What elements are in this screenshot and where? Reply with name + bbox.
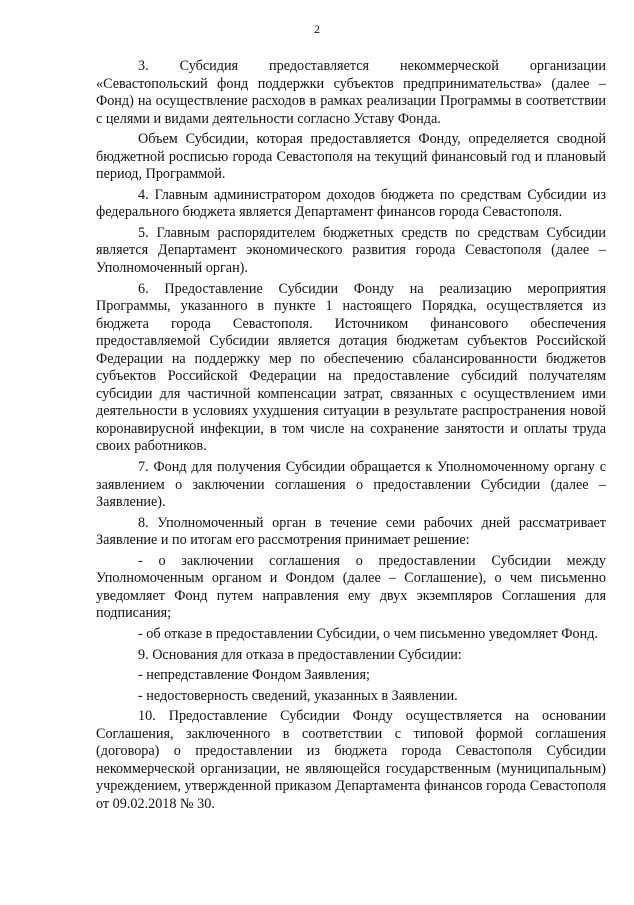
paragraph-8-option-refusal: - об отказе в предоставлении Субсидии, о чем письменно уведомляет Фонд.	[138, 625, 598, 642]
paragraph-6: 6. Предоставление Субсидии Фонду на реализацию мероприятия Программы, указанного в пункте 1 настоящего Порядка, осуществляется из бюджета города Севастополя. Источником финансового обеспечения предоставляемой Субсидии является дотация бюджетам субъектов Российской Федерации на поддержку мер по обеспечению сбалансированности бюджетов субъектов Российской Федерации на предоставление субсидий получателям субсидии для частичной компенсации затрат, связанных с осуществлением ими деятельности в условиях ухудшения ситуации в результате распространения новой коронавирусной инфекции, в том числе на сохранение занятости и оплаты труда своих работников.	[96, 280, 606, 455]
paragraph-9-reason-false-info: - недостоверность сведений, указанных в Заявлении.	[138, 687, 458, 704]
paragraph-9-reason-no-application: - непредставление Фондом Заявления;	[138, 667, 370, 684]
document-body	[96, 58, 606, 816]
paragraph-7: 7. Фонд для получения Субсидии обращается к Уполномоченному органу с заявлением о заключении соглашения о предоставлении Субсидии (далее – Заявление).	[96, 459, 606, 511]
page-number: 2	[314, 22, 320, 36]
paragraph-5: 5. Главным распорядителем бюджетных средств по средствам Субсидии является Департамент экономического развития города Севастополя (далее – Уполномоченный орган).	[96, 224, 606, 277]
paragraph-8-option-agreement: - о заключении соглашения о предоставлении Субсидии между Уполномоченным органом и Фондом (далее – Соглашение), о чем письменно уведомляет Фонд путем направления ему двух экземпляров Соглашения для подписания;	[96, 552, 606, 622]
paragraph-subsidy-volume: Объем Субсидии, которая предоставляется Фонду, определяется сводной бюджетной росписью города Севастополя на текущий финансовый год и плановый период, Программой.	[96, 131, 606, 183]
paragraph-4: 4. Главным администратором доходов бюджета по средствам Субсидии из федерального бюджета является Департамент финансов города Севастополя.	[96, 186, 606, 221]
paragraph-9: 9. Основания для отказа в предоставлении Субсидии:	[138, 646, 462, 663]
paragraph-10: 10. Предоставление Субсидии Фонду осуществляется на основании Соглашения, заключенного в соответствии с типовой формой соглашения (договора) о предоставлении из бюджета города Севастополя Субсидии некоммерческой организации, не являющейся государственным (муниципальным) учреждением, утвержденной приказом Департамента финансов города Севастополя от 09.02.2018 № 30.	[96, 708, 606, 812]
paragraph-3: 3. Субсидия предоставляется некоммерческой организации «Севастопольский фонд поддержки субъектов предпринимательства» (далее – Фонд) на осуществление расходов в рамках реализации Программы в соответствии с целями и видами деятельности согласно Уставу Фонда.	[96, 58, 606, 127]
paragraph-8: 8. Уполномоченный орган в течение семи рабочих дней рассматривает Заявление и по итогам его рассмотрения принимает решение:	[96, 514, 606, 549]
